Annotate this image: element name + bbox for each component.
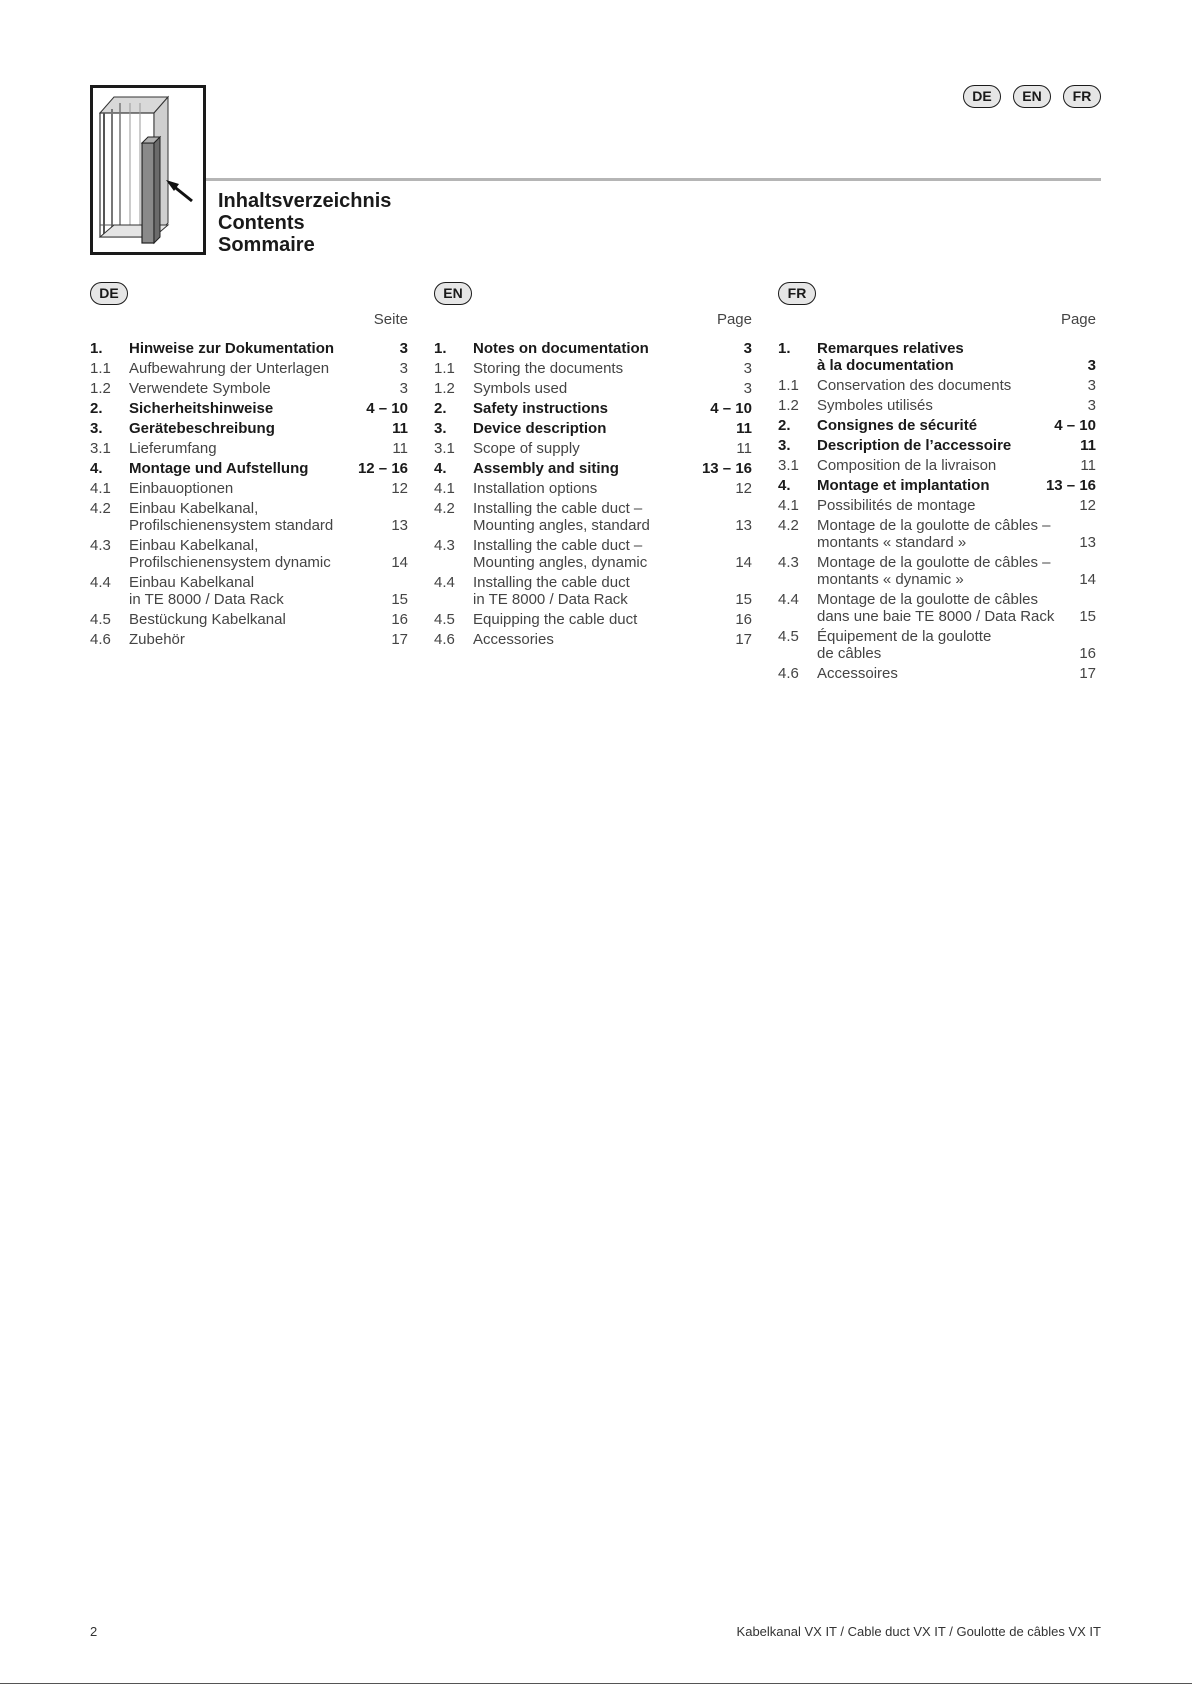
column-lang-badge: DE (90, 282, 128, 305)
entry-number: 4.5 (90, 611, 111, 628)
entry-page: 14 (1079, 571, 1096, 588)
entry-number: 4.1 (778, 497, 799, 514)
entry-number: 4.2 (434, 500, 455, 517)
toc-entry (778, 517, 1096, 551)
entry-number: 1.1 (778, 377, 799, 394)
toc-entry (778, 377, 1096, 394)
toc-entry (90, 360, 408, 377)
toc-entries (434, 340, 752, 648)
toc-entry (90, 574, 408, 608)
entry-page: 3 (399, 340, 408, 357)
entry-page: 11 (736, 420, 752, 437)
title-de: Inhaltsverzeichnis (218, 190, 392, 212)
toc-entry (90, 460, 408, 477)
footer-document-title: Kabelkanal VX IT / Cable duct VX IT / Goulotte de câbles VX IT (736, 1624, 1101, 1639)
entry-title: Verwendete Symbole (129, 380, 271, 397)
toc-entry (90, 611, 408, 628)
lang-badge-de: DE (963, 85, 1001, 108)
entry-title: Description de l’accessoire (817, 437, 1012, 454)
entry-number: 4. (778, 477, 791, 494)
toc-entry (90, 440, 408, 457)
lang-badge-fr: FR (1063, 85, 1101, 108)
toc-entry (778, 591, 1096, 625)
toc-entry (434, 611, 752, 628)
entry-number: 4.2 (778, 517, 799, 534)
entry-page: 13 – 16 (1045, 477, 1096, 494)
entry-page: 15 (1079, 608, 1096, 625)
toc-entry (90, 380, 408, 397)
entry-page: 12 – 16 (357, 460, 408, 477)
column-lang-badge: FR (778, 282, 816, 305)
entry-page: 13 – 16 (701, 460, 752, 477)
entry-page: 4 – 10 (1054, 417, 1096, 434)
toc-entry (778, 437, 1096, 454)
entry-page: 13 (391, 517, 408, 534)
entry-number: 4.3 (434, 537, 455, 554)
entry-page: 17 (735, 631, 752, 648)
entry-title: Conservation des documents (817, 377, 1012, 394)
entry-title: Assembly and siting (473, 460, 619, 477)
entry-page: 14 (735, 554, 752, 571)
rack-cable-duct-drawing (90, 85, 206, 255)
entry-number: 4.4 (90, 574, 111, 591)
entry-number: 1.2 (434, 380, 455, 397)
entry-page: 3 (1087, 357, 1096, 374)
entry-title: Équipement de la goulotte de câbles (817, 628, 992, 662)
toc-entry (90, 420, 408, 437)
entry-page: 13 (1079, 534, 1096, 551)
footer-page-number: 2 (90, 1624, 98, 1639)
entry-title: Hinweise zur Dokumentation (129, 340, 335, 357)
toc-entry (778, 665, 1096, 682)
entry-title: Lieferumfang (129, 440, 217, 457)
entry-title: Montage de la goulotte de câbles – montants « standard » (817, 517, 1051, 551)
entry-number: 4.4 (778, 591, 799, 608)
toc-column-de (90, 282, 408, 651)
header-divider (206, 178, 1101, 181)
entry-number: 4.2 (90, 500, 111, 517)
entry-number: 3.1 (778, 457, 799, 474)
entry-title: Composition de la livraison (817, 457, 997, 474)
entry-page: 12 (391, 480, 408, 497)
title-en: Contents (218, 212, 305, 234)
toc-entry (90, 500, 408, 534)
entry-number: 2. (90, 400, 103, 417)
toc-entry (90, 537, 408, 571)
entry-title: Montage de la goulotte de câbles dans une baie TE 8000 / Data Rack (817, 591, 1055, 625)
toc-entry (434, 480, 752, 497)
entry-number: 4.1 (434, 480, 455, 497)
entry-title: Einbau Kabelkanal, Profilschienensystem dynamic (129, 537, 331, 571)
page-title (218, 190, 391, 256)
entry-page: 16 (1079, 645, 1096, 662)
toc-entry (778, 457, 1096, 474)
entry-number: 1. (434, 340, 447, 357)
entry-title: Possibilités de montage (817, 497, 976, 514)
entry-number: 1.1 (90, 360, 111, 377)
entry-title: Notes on documentation (473, 340, 649, 357)
toc-entry (434, 574, 752, 608)
entry-title: Zubehör (129, 631, 185, 648)
entry-page: 3 (1087, 397, 1096, 414)
entry-page: 11 (736, 440, 752, 457)
toc-entries (778, 340, 1096, 682)
entry-title: Einbau Kabelkanal, Profilschienensystem standard (129, 500, 334, 534)
entry-number: 4.6 (434, 631, 455, 648)
entry-page: 13 (735, 517, 752, 534)
entry-number: 1. (90, 340, 103, 357)
entry-page: 12 (1079, 497, 1096, 514)
toc-entries (90, 340, 408, 648)
entry-page: 16 (735, 611, 752, 628)
entry-number: 3. (90, 420, 103, 437)
entry-title: Einbauoptionen (129, 480, 234, 497)
entry-number: 4.3 (778, 554, 799, 571)
entry-page: 11 (392, 420, 408, 437)
toc-column-en (434, 282, 752, 651)
entry-page: 15 (391, 591, 408, 608)
entry-number: 4.5 (434, 611, 455, 628)
entry-title: Equipping the cable duct (473, 611, 638, 628)
entry-page: 3 (743, 360, 752, 377)
entry-title: Consignes de sécurité (817, 417, 978, 434)
entry-page: 3 (743, 340, 752, 357)
toc-entry (90, 340, 408, 357)
toc-entry (778, 554, 1096, 588)
language-badges (963, 85, 1101, 108)
entry-number: 3. (434, 420, 447, 437)
product-illustration (90, 85, 206, 255)
toc-entry (778, 417, 1096, 434)
entry-number: 4.1 (90, 480, 111, 497)
entry-page: 3 (743, 380, 752, 397)
entry-page: 4 – 10 (366, 400, 408, 417)
entry-title: Sicherheitshinweise (129, 400, 274, 417)
toc-entry (434, 500, 752, 534)
entry-number: 1.2 (778, 397, 799, 414)
entry-number: 3.1 (90, 440, 111, 457)
toc-column-fr (778, 282, 1096, 685)
toc-entry (778, 397, 1096, 414)
toc-entry (434, 631, 752, 648)
entry-page: 11 (1080, 437, 1096, 454)
entry-title: Bestückung Kabelkanal (129, 611, 286, 628)
entry-number: 4.6 (90, 631, 111, 648)
entry-title: Installing the cable duct – Mounting angles, dynamic (473, 537, 648, 571)
toc-entry (778, 340, 1096, 374)
entry-title: Accessories (473, 631, 554, 648)
toc-entry (434, 360, 752, 377)
entry-page: 11 (1080, 457, 1096, 474)
toc-entry (434, 380, 752, 397)
toc-entry (90, 480, 408, 497)
entry-page: 11 (392, 440, 408, 457)
entry-title: Gerätebeschreibung (129, 420, 275, 437)
entry-title: Montage et implantation (817, 477, 990, 494)
entry-page: 3 (1087, 377, 1096, 394)
column-lang-badge: EN (434, 282, 472, 305)
entry-page: 17 (391, 631, 408, 648)
entry-page: 16 (391, 611, 408, 628)
entry-number: 4.4 (434, 574, 455, 591)
bottom-divider (0, 1683, 1192, 1684)
entry-title: Montage de la goulotte de câbles – montants « dynamic » (817, 554, 1051, 588)
entry-page: 17 (1079, 665, 1096, 682)
entry-number: 4.6 (778, 665, 799, 682)
entry-title: Symbols used (473, 380, 568, 397)
page-column-header: Seite (373, 311, 408, 328)
entry-page: 4 – 10 (710, 400, 752, 417)
toc-entry (90, 631, 408, 648)
entry-number: 1.2 (90, 380, 111, 397)
page-column-header: Page (716, 311, 752, 328)
entry-title: Device description (473, 420, 607, 437)
entry-number: 3.1 (434, 440, 455, 457)
page-column-header: Page (1060, 311, 1096, 328)
entry-number: 4. (90, 460, 103, 477)
entry-title: Installing the cable duct in TE 8000 / Data Rack (473, 574, 630, 608)
entry-number: 4. (434, 460, 447, 477)
toc-entry (778, 477, 1096, 494)
entry-number: 3. (778, 437, 791, 454)
entry-number: 1. (778, 340, 791, 357)
entry-title: Symboles utilisés (817, 397, 933, 414)
title-fr: Sommaire (218, 234, 315, 256)
entry-title: Einbau Kabelkanal in TE 8000 / Data Rack (129, 574, 284, 608)
lang-badge-en: EN (1013, 85, 1051, 108)
entry-title: Aufbewahrung der Unterlagen (129, 360, 330, 377)
entry-number: 2. (778, 417, 791, 434)
entry-title: Installing the cable duct – Mounting angles, standard (473, 500, 650, 534)
entry-number: 1.1 (434, 360, 455, 377)
entry-title: Scope of supply (473, 440, 580, 457)
entry-page: 12 (735, 480, 752, 497)
entry-title: Storing the documents (473, 360, 624, 377)
toc-entry (434, 537, 752, 571)
entry-number: 4.3 (90, 537, 111, 554)
entry-number: 4.5 (778, 628, 799, 645)
entry-number: 2. (434, 400, 447, 417)
toc-entry (778, 497, 1096, 514)
entry-page: 14 (391, 554, 408, 571)
toc-entry (434, 440, 752, 457)
entry-page: 15 (735, 591, 752, 608)
toc-entry (434, 400, 752, 417)
entry-title: Installation options (473, 480, 598, 497)
toc-entry (778, 628, 1096, 662)
toc-entry (434, 340, 752, 357)
entry-title: Accessoires (817, 665, 898, 682)
toc-entry (434, 420, 752, 437)
entry-title: Remarques relatives à la documentation (817, 340, 964, 374)
entry-title: Montage und Aufstellung (129, 460, 309, 477)
entry-page: 3 (399, 380, 408, 397)
entry-page: 3 (399, 360, 408, 377)
toc-entry (434, 460, 752, 477)
entry-title: Safety instructions (473, 400, 609, 417)
toc-entry (90, 400, 408, 417)
